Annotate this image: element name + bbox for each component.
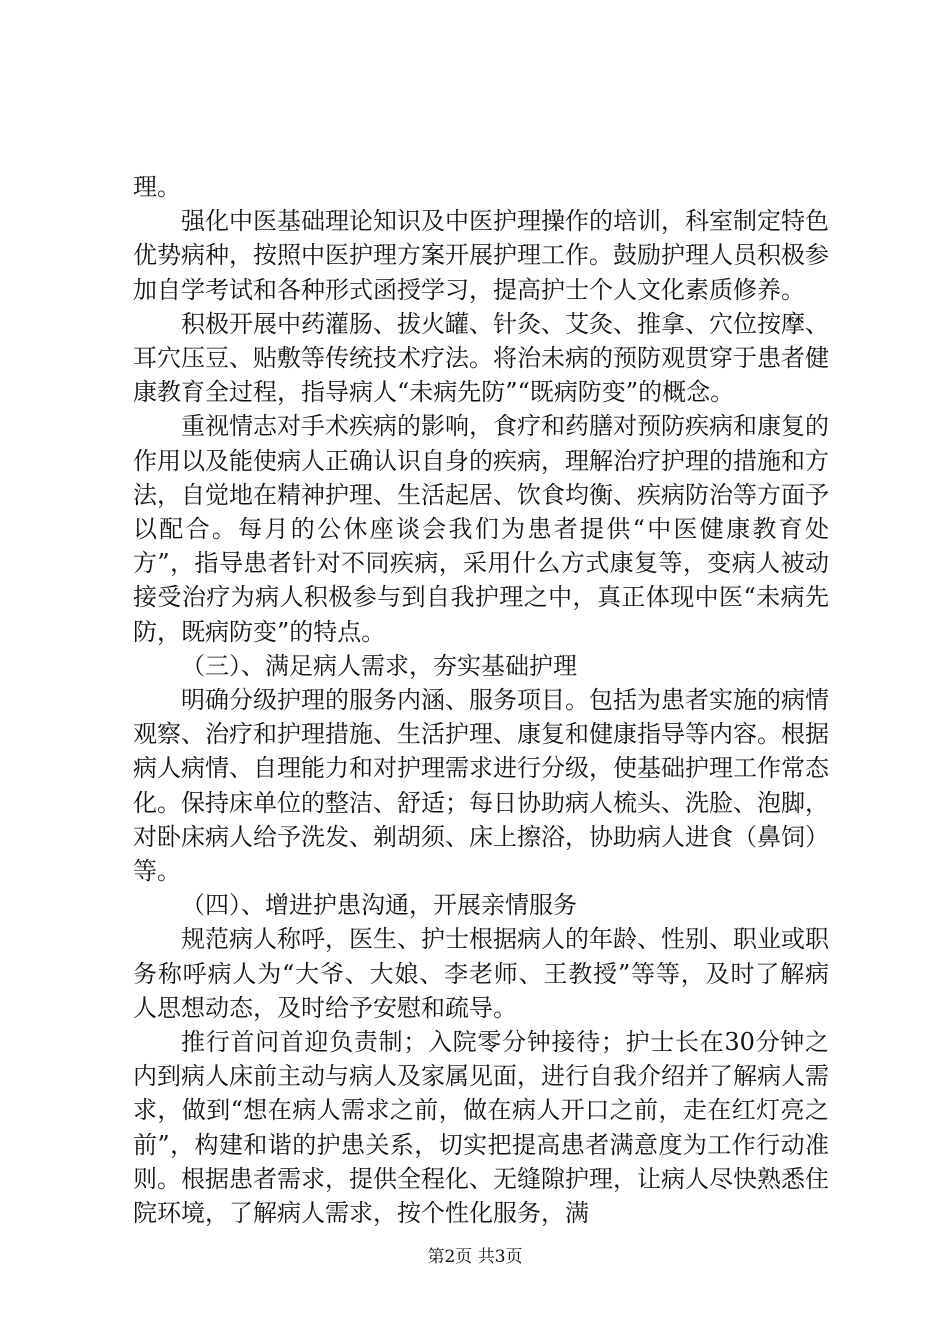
paragraph-graded-nursing: 明确分级护理的服务内涵、服务项目。包括为患者实施的病情观察、治疗和护理措施、生活护理、康复和健康指导等内容。根据病人病情、自理能力和对护理需求进行分级，使基础护理工作常态化。保持床单位的整洁、舒适；每日协助病人梳头、洗脸、泡脚，对卧床病人给予洗发、剃胡须、床上擦浴，协助病人进食（鼻饲）等。 xyxy=(133,686,829,886)
paragraph-patient-address: 规范病人称呼，医生、护士根据病人的年龄、性别、职业或职务称呼病人为“大爷、大娘、李老师、王教授”等等，及时了解病人思想动态，及时给予安慰和疏导。 xyxy=(133,925,829,1022)
paragraph-emotional-care: 重视情志对手术疾病的影响，食疗和药膳对预防疾病和康复的作用以及能使病人正确认识自身的疾病，理解治疗护理的措施和方法，自觉地在精神护理、生活起居、饮食均衡、疾病防治等方面予以配合。每月的公休座谈会我们为患者提供“中医健康教育处方”，指导患者针对不同疾病，采用什么方式康复等，变病人被动接受治疗为病人积极参与到自我护理之中，真正体现中医“未病先防，既病防变”的特点。 xyxy=(133,412,829,646)
section-heading-3: （三）、满足病人需求，夯实基础护理 xyxy=(181,651,577,680)
paragraph-tcm-training: 强化中医基础理论知识及中医护理操作的培训，科室制定特色优势病种，按照中医护理方案开展护理工作。鼓励护理人员积极参加自学考试和各种形式函授学习，提高护士个人文化素质修养。 xyxy=(133,207,829,304)
paragraph-traditional-therapies: 积极开展中药灌肠、拔火罐、针灸、艾灸、推拿、穴位按摩、耳穴压豆、贴敷等传统技术疗法。将治未病的预防观贯穿于患者健康教育全过程，指导病人“未病先防”“既病防变”的概念。 xyxy=(133,309,829,407)
paragraph-continuation: 理。 xyxy=(133,173,181,201)
paragraph-first-contact: 推行首问首迎负责制；入院零分钟接待；护士长在30分钟之内到病人床前主动与病人及家属见面，进行自我介绍并了解病人需求，做到“想在病人需求之前，做在病人开口之前，走在红灯亮之前”，构建和谐的护患关系，切实把提高患者满意度为工作行动准则。根据患者需求，提供全程化、无缝隙护理，让病人尽快熟悉住院环境，了解病人需求，按个性化服务，满 xyxy=(133,1028,829,1228)
page-footer: 第2页 共3页 xyxy=(427,1247,523,1267)
document-body xyxy=(133,170,829,1230)
section-heading-4: （四）、增进护患沟通，开展亲情服务 xyxy=(181,891,577,920)
